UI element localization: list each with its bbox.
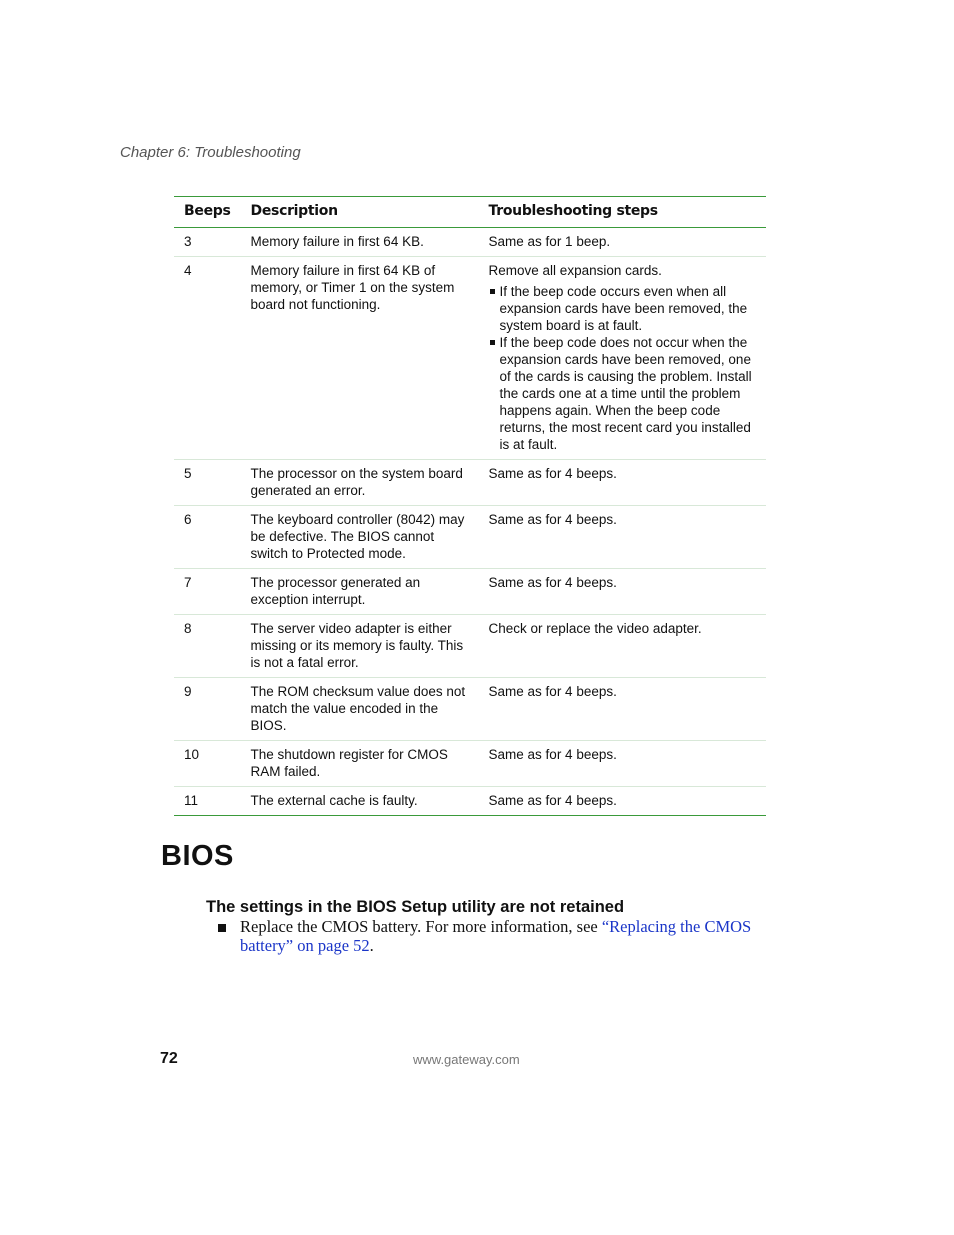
- table-row: [174, 506, 766, 569]
- description-cell: Memory failure in first 64 KB.: [241, 228, 479, 257]
- beeps-cell: 5: [174, 460, 241, 506]
- steps-cell: [479, 257, 766, 460]
- beeps-cell: 7: [174, 569, 241, 615]
- solution-sentence: Replace the CMOS battery. For more information, see: [240, 917, 602, 936]
- chapter-header: Chapter 6: Troubleshooting: [120, 144, 301, 161]
- beeps-cell: 4: [174, 257, 241, 460]
- description-cell: The processor generated an exception interrupt.: [241, 569, 479, 615]
- steps-cell: Same as for 4 beeps.: [479, 506, 766, 569]
- list-item: If the beep code occurs even when all expansion cards have been removed, the system board is at fault.: [489, 283, 756, 334]
- list-item: If the beep code does not occur when the expansion cards have been removed, one of the cards is causing the problem. Install the cards one at a time until the problem happens again. When the beep code returns, the most recent card you installed is at fault.: [489, 334, 756, 453]
- beeps-cell: 9: [174, 678, 241, 741]
- table-row: [174, 460, 766, 506]
- table-row: [174, 741, 766, 787]
- solution-end: .: [369, 936, 374, 955]
- solution-text: [240, 917, 754, 955]
- beeps-cell: 3: [174, 228, 241, 257]
- beeps-cell: 6: [174, 506, 241, 569]
- table-header-row: [174, 197, 766, 228]
- beep-codes-table: [174, 196, 766, 816]
- steps-cell: Check or replace the video adapter.: [479, 615, 766, 678]
- description-cell: The processor on the system board generated an error.: [241, 460, 479, 506]
- page-number: 72: [160, 1050, 178, 1067]
- steps-cell: Same as for 1 beep.: [479, 228, 766, 257]
- footer-website: www.gateway.com: [413, 1052, 520, 1067]
- description-cell: The ROM checksum value does not match the value encoded in the BIOS.: [241, 678, 479, 741]
- beeps-cell: 11: [184, 793, 199, 808]
- table-row: [174, 678, 766, 741]
- column-header-steps: Troubleshooting steps: [479, 197, 766, 228]
- square-bullet-icon: [218, 924, 226, 932]
- steps-cell: Same as for 4 beeps.: [479, 569, 766, 615]
- steps-cell: Same as for 4 beeps.: [479, 741, 766, 787]
- beeps-cell: 8: [174, 615, 241, 678]
- table-row: [174, 615, 766, 678]
- solution-bullet: [214, 917, 754, 955]
- description-cell: Memory failure in first 64 KB of memory, or Timer 1 on the system board not functioning.: [241, 257, 479, 460]
- description-cell: The keyboard controller (8042) may be defective. The BIOS cannot switch to Protected mode.: [241, 506, 479, 569]
- steps-intro: Remove all expansion cards.: [488, 263, 662, 278]
- column-header-description: Description: [241, 197, 479, 228]
- steps-list: [489, 283, 756, 453]
- steps-cell: Same as for 4 beeps.: [479, 678, 766, 741]
- description-cell: The shutdown register for CMOS RAM failed.: [241, 741, 479, 787]
- column-header-beeps: Beeps: [174, 197, 241, 228]
- table-row: [174, 228, 766, 257]
- beeps-cell: 10: [174, 741, 241, 787]
- steps-cell: Same as for 4 beeps.: [479, 460, 766, 506]
- table-row: [174, 257, 766, 460]
- section-title: BIOS: [161, 840, 234, 872]
- cmos-battery-link[interactable]: “Replacing the CMOS battery” on page 52: [240, 917, 752, 955]
- table-row: [174, 569, 766, 615]
- issue-heading: The settings in the BIOS Setup utility are not retained: [206, 898, 625, 916]
- table-row: [174, 787, 766, 816]
- description-cell: The server video adapter is either missing or its memory is faulty. This is not a fatal error.: [241, 615, 479, 678]
- steps-cell: Same as for 4 beeps.: [488, 793, 617, 808]
- description-cell: The external cache is faulty.: [250, 793, 418, 808]
